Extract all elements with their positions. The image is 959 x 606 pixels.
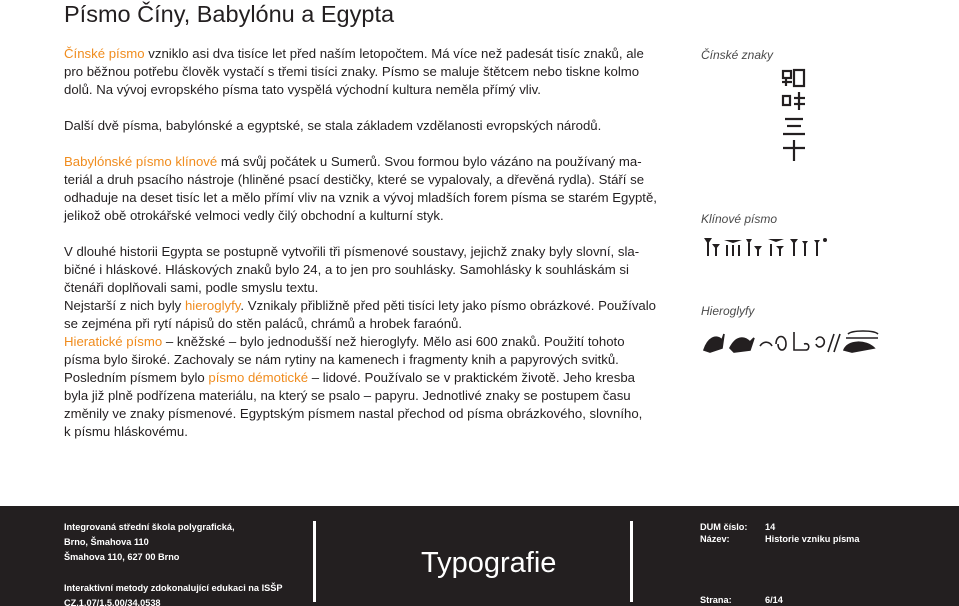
term-chinese-script: Čínské písmo <box>64 46 145 61</box>
footer-project: Interaktivní metody zdokonalující edukaci na ISŠP CZ.1.07/1.5.00/34.0538 <box>64 583 283 606</box>
footer-dum-number: DUM číslo: 14 <box>700 522 776 532</box>
footer-divider-left <box>313 521 316 602</box>
footer-divider-right <box>630 521 633 602</box>
label-chinese-characters: Čínské znaky <box>701 48 774 62</box>
paragraph-chinese: Čínské písmo vzniklo asi dva tisíce let před naším letopočtem. Má více než padesát tisíc znaků, ale pro běžnou potřebu člověk vystačí s třemi tisíci znaky. Písmo se maluje štětcem nebo tiskne kolmo dolů. Na vývoj evropského písma tato vyspělá východní kultura neměla přímý vliv. <box>64 46 644 97</box>
page-title: Písmo Číny, Babylónu a Egypta <box>64 1 395 27</box>
term-demotic: písmo démotické <box>208 370 309 385</box>
footer-school: Integrovaná střední škola polygrafická, Brno, Šmahova 110 Šmahova 110, 627 00 Brno <box>64 522 235 562</box>
chinese-characters-illustration <box>780 68 808 164</box>
cuneiform-illustration <box>702 236 830 260</box>
paragraph-egypt: V dlouhé historii Egypta se postupně vytvořili tři písmenové soustavy, jejichž znaky byly slovní, sla- bičné i hláskové. Hláskových znaků bylo 24, a to jen pro souhlásky. Samohlásky k souhláskám si čtenáři doplňovali sami, podle smyslu textu. Nejstarší z nich byly hieroglyfy. Vznikaly přibližně před pěti tisíci lety jako písmo obrázkové. Používalo se zejména při rytí nápisů do stěn paláců, chrámů a hrobek faraónů. Hieratické písmo – kněžské – bylo jednodušší než hieroglyfy. Mělo asi 600 znaků. Použití tohoto písma bylo široké. Zachovaly se nám rytiny na kamenech i fragmenty knih a papyrových svitků. Posledním písmem bylo písmo démotické – lidové. Používalo se v praktickém životě. Jeho kresba byla již plně podřízena materiálu, na který se psalo – papyru. Jednotlivé znaky se postupem času změnily ve znaky písmenové. Egyptským písmem nastal přechod od písma obrázkového, slovního, k písmu hláskovému. <box>64 244 657 439</box>
paragraph-cuneiform: Babylónské písmo klínové má svůj počátek u Sumerů. Svou formou bylo vázáno na používaný ma- teriál a druh psacího nástroje (hliněné psací destičky, které se vypalovaly, a dřevěná rydla). Stáří se odhaduje na deset tisíc let a mělo přímí vliv na vznik a vývoj mladších forem písma se starém Egyptě, jelikož obě otrokářské velmoci vedly čilý obchodní a kulturní styk. <box>64 154 657 223</box>
label-hieroglyphs: Hieroglyfy <box>701 304 755 318</box>
paragraph-intro: Další dvě písma, babylónské a egyptské, se stala základem vzdělanosti evropských národů. <box>64 118 602 133</box>
hieroglyphs-illustration <box>702 326 882 356</box>
term-hieratic: Hieratické písmo <box>64 334 163 349</box>
main-text <box>64 45 670 441</box>
label-cuneiform: Klínové písmo <box>701 212 778 226</box>
footer-page-number: Strana: 6/14 <box>700 595 783 605</box>
footer-title: Název: Historie vzniku písma <box>700 534 860 544</box>
term-cuneiform: Babylónské písmo klínové <box>64 154 218 169</box>
term-hieroglyphs: hieroglyfy <box>184 298 241 313</box>
footer <box>0 506 959 606</box>
footer-subject: Typografie <box>421 547 557 579</box>
